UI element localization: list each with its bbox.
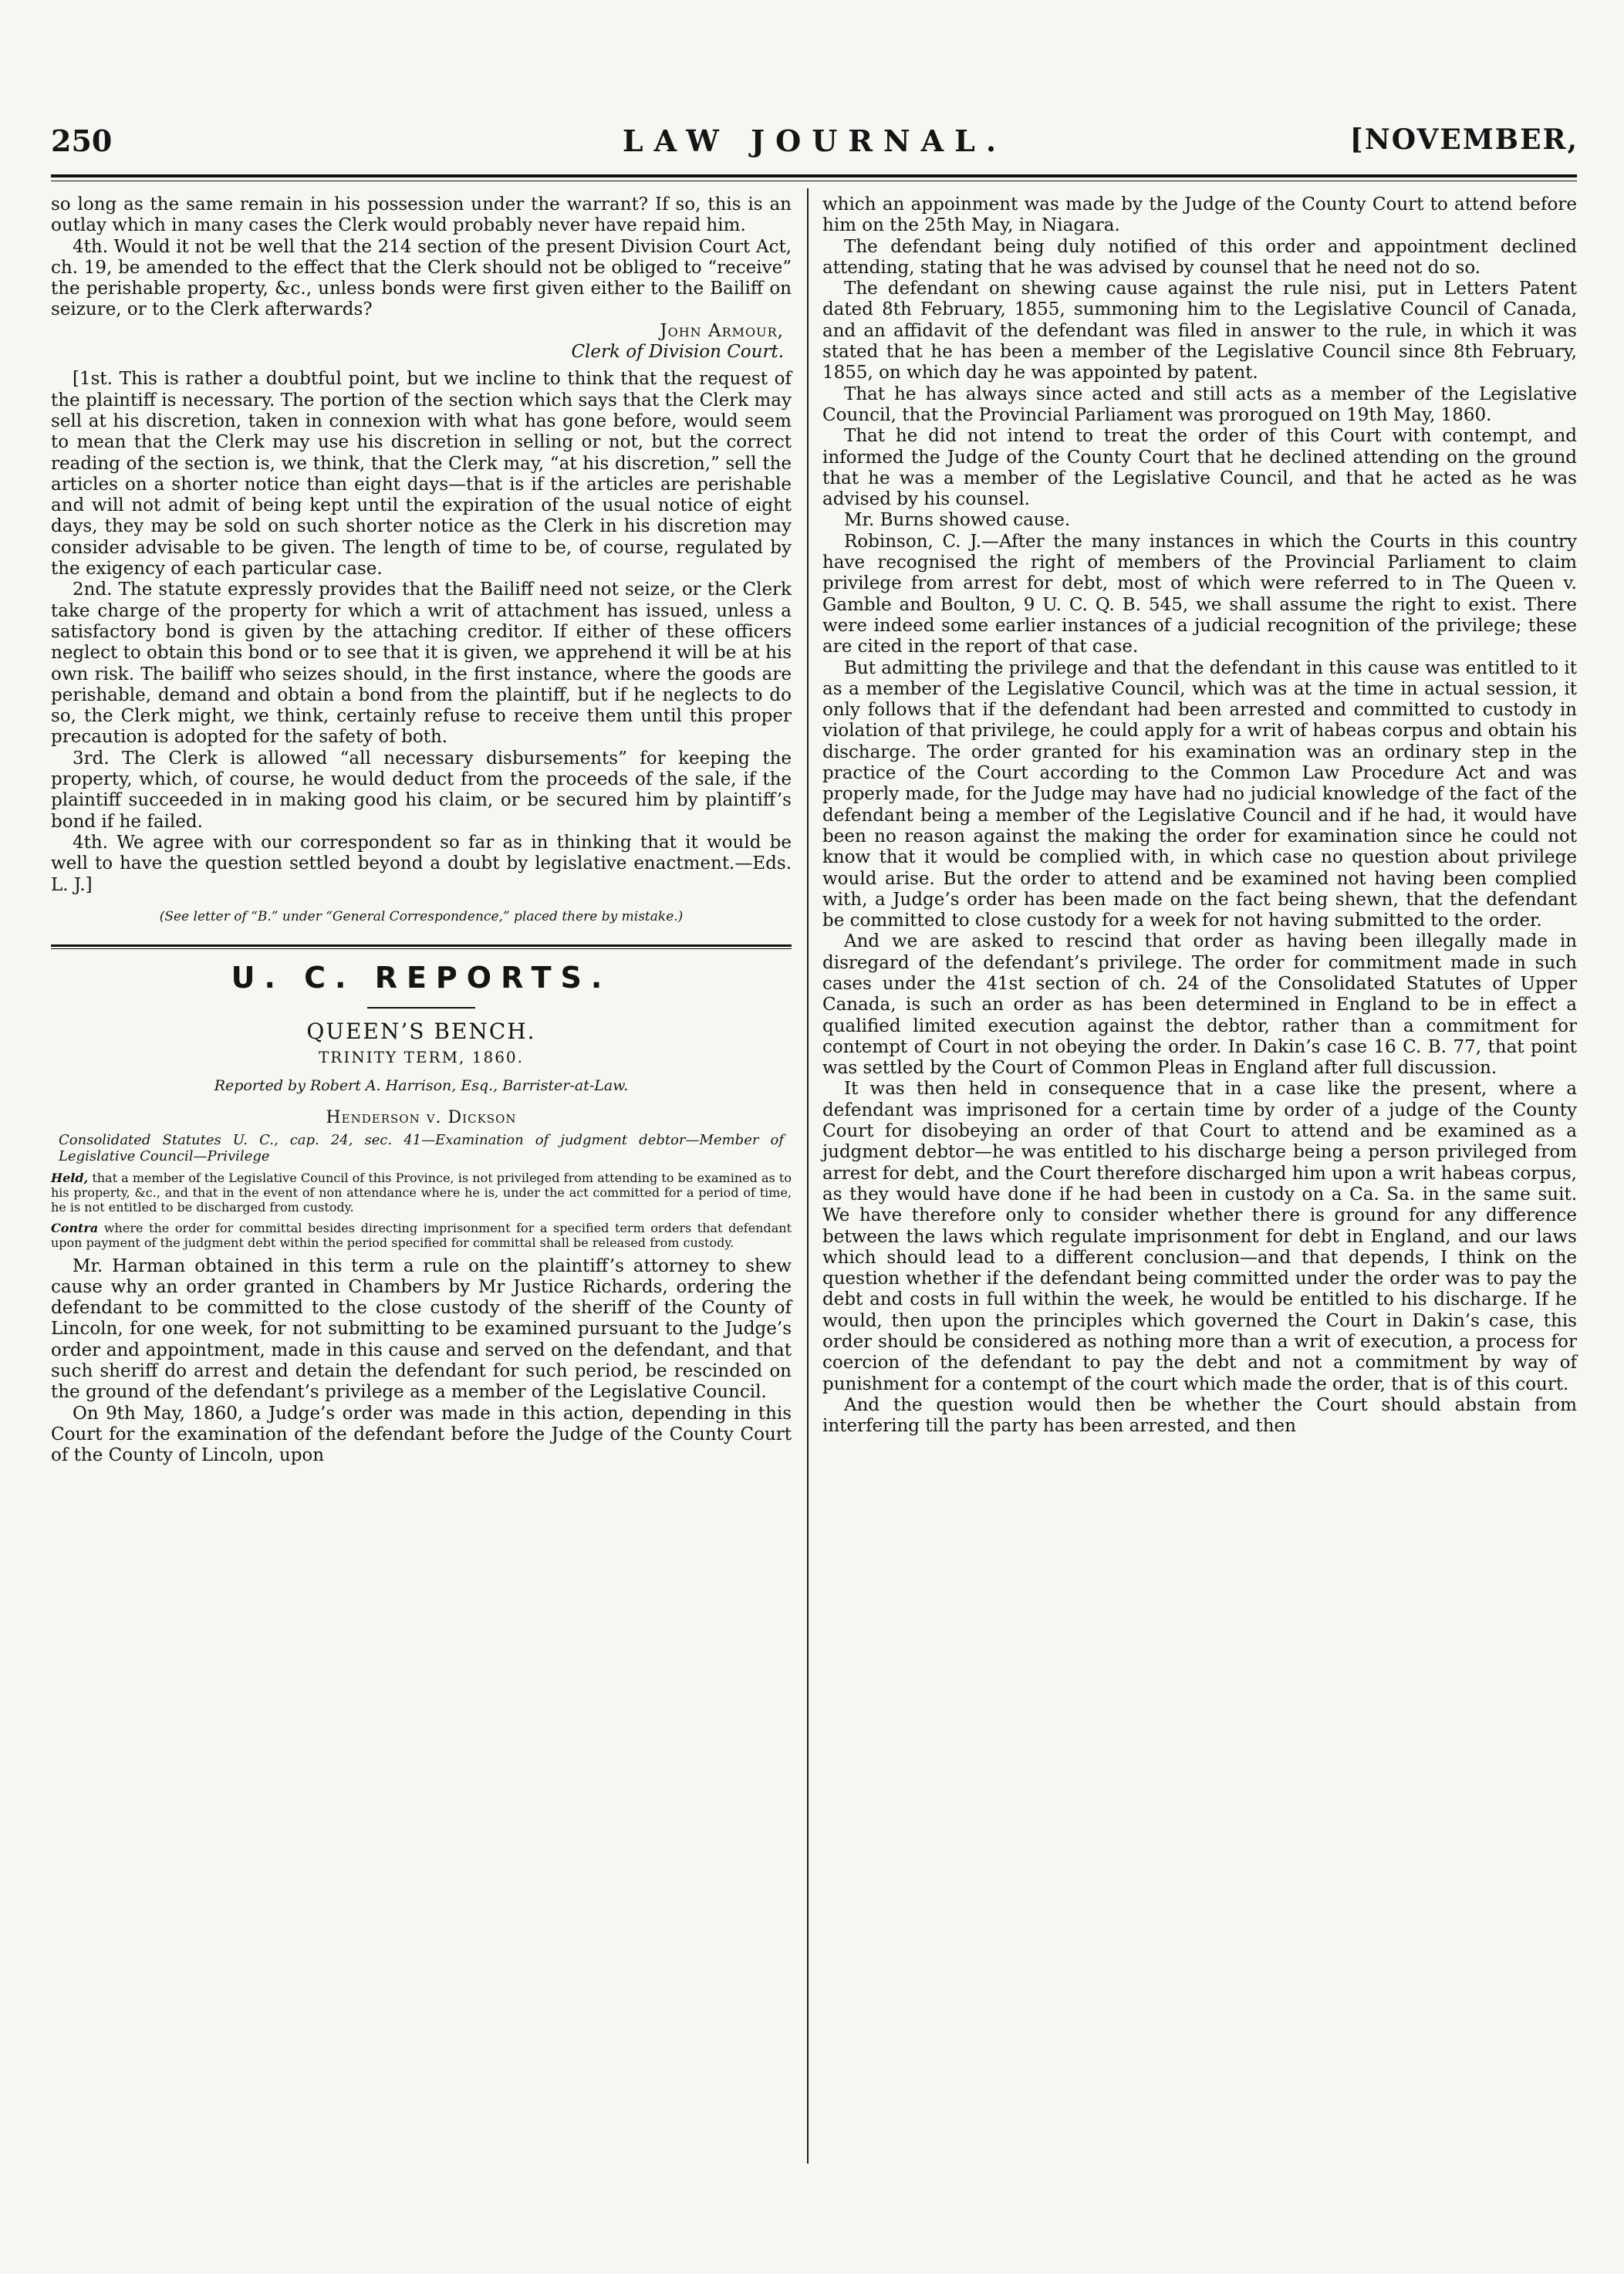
editor-reply: [1st. This is rather a doubtful point, but we incline to think that the request of the plaintiff is necessary. The portion of the section which says that the Clerk may sell at his discretion, taken in connexion with what has gone before, would seem to mean that the Clerk may use his discretion in selling or not, but the correct reading of the section is, we think, that the Clerk may, “at his discretion,” sell the articles on a shorter notice than eight days—that is if the articles are perishable and will not admit of being kept until the expiration of the usual notice of eight days, they may be sold on such shorter notice as the Clerk in his discretion may consider advisable to be given. The length of time to be, of course, regulated by the exigency of each particular case. [51, 369, 792, 579]
court-name: QUEEN’S BENCH. [306, 1019, 536, 1045]
paragraph: And we are asked to rescind that order as having been illegally made in disregard of the defendant’s privilege. The order for commitment made in such cases under the 41st section of ch. 24 of the Consolidated Statutes of Upper Canada, is such an order as has been determined in England to be in effect a qualified limited execution against the debtor, rather than a commitment for contempt of Court in not obeying the order. In Dakin’s case 16 C. B. 77, that point was settled by the Court of Common Pleas in England after full discussion. [822, 931, 1577, 1079]
section-title: U. C. REPORTS. [231, 961, 612, 995]
case-name: Henderson v. Dickson [326, 1108, 517, 1128]
short-rule [367, 1007, 475, 1009]
held-note: Held, that a member of the Legislative Council of this Province, is not privileged from attending to be examined as to his property, &c., and that in the event of non attendance where he is, under the act committed for a period of time, he is not entitled to be discharged from custody. [51, 1170, 792, 1215]
journal-title: LAW JOURNAL. [622, 123, 1008, 158]
signature-title: Clerk of Division Court. [571, 342, 784, 363]
paragraph: That he did not intend to treat the order of this Court with contempt, and informed the Judge of the County Court that he declined attending on the ground that he was a member of the Legislative Council, and that he acted as he was advised by his counsel. [822, 426, 1577, 510]
page-header [51, 123, 1578, 170]
left-column [51, 194, 792, 1467]
editor-reply: 3rd. The Clerk is allowed “all necessary disbursements” for keeping the property, which, of course, he would deduct from the proceeds of the sale, if the plaintiff succeeded in in making good his claim, or be secured him by plaintiff’s bond if he failed. [51, 748, 792, 832]
paragraph: Mr. Harman obtained in this term a rule on the plaintiff’s attorney to shew cause why an order granted in Chambers by Mr Justice Richards, ordering the defendant to be committed to the close custody of the sheriff of the County of Lincoln, for one week, for not submitting to be examined pursuant to the Judge’s order and appointment, made in this cause and served on the defendant, and that such sheriff do arrest and detain the defendant for such period, be rescinded on the ground of the defendant’s privilege as a member of the Legislative Council. [51, 1255, 792, 1403]
reporter-credit: Reported by Robert A. Harrison, Esq., Barrister-at-Law. [214, 1076, 629, 1094]
editor-reply: 4th. We agree with our correspondent so far as in thinking that it would be well to have the question settled beyond a doubt by legislative enactment.—Eds. L. J.] [51, 832, 792, 895]
paragraph: The defendant on shewing cause against the rule nisi, put in Letters Patent dated 8th February, 1855, summoning him to the Legislative Council of Canada, and an affidavit of the defendant was filed in answer to the rule, in which it was stated that he has been a member of the Legislative Council since 8th February, 1855, on which day he was appointed by patent. [822, 279, 1577, 384]
editor-reply: 2nd. The statute expressly provides that the Bailiff need not seize, or the Clerk take charge of the property for which a writ of attachment has issued, unless a satisfactory bond is given by the attaching creditor. If either of these officers neglect to obtain this bond or to see that it is given, we apprehend it will be at his own risk. The bailiff who seizes should, in the first instance, where the goods are perishable, demand and obtain a bond from the plaintiff, but if he neglects to do so, the Clerk might, we think, certainly refuse to receive them until this proper precaution is adopted for the safety of both. [51, 579, 792, 748]
paragraph: But admitting the privilege and that the defendant in this cause was entitled to it as a member of the Legislative Council, which was at the time in actual session, it only follows that if the defendant had been arrested and committed to custody in violation of that privilege, he could apply for a writ of habeas corpus and obtain his discharge. The order granted for his examination was an ordinary step in the practice of the Court according to the Common Law Procedure Act and was properly made, for the Judge may have had no judicial knowledge of the fact of the defendant being a member of the Legislative Council and if he had, it would have been no reason against the making the order for examination since he could not know that it would be complied with, in which case no question about privilege would arise. But the order to attend and be examined not having been complied with, a Judge’s order has been made on the fact being shewn, that the defendant be committed to close custody for a week for not having submitted to the order. [822, 657, 1577, 931]
case-headnote: Consolidated Statutes U. C., cap. 24, sec. 41—Examination of judgment debtor—Member of Legislative Council—Privilege [59, 1131, 784, 1164]
paragraph: Robinson, C. J.—After the many instances in which the Courts in this country have recognised the right of members of the Provincial Parliament to claim privilege from arrest for debt, most of which were referred to in The Queen v. Gamble and Boulton, 9 U. C. Q. B. 545, we shall assume the right to exist. There were indeed some earlier instances of a judicial recognition of the privilege; these are cited in the report of that case. [822, 531, 1577, 657]
signature-name: John Armour, [660, 320, 784, 341]
section-rule [51, 944, 792, 947]
page-number: 250 [51, 123, 113, 158]
column-divider [807, 188, 809, 2164]
header-rule-thick [51, 174, 1577, 177]
paragraph: so long as the same remain in his possession under the warrant? If so, this is an outlay which in many cases the Clerk would probably never have repaid him. [51, 194, 792, 236]
paragraph: On 9th May, 1860, a Judge’s order was made in this action, depending in this Court for the examination of the defendant before the Judge of the County Court of the County of Lincoln, upon [51, 1403, 792, 1466]
paragraph: And the question would then be whether the Court should abstain from interfering till the party has been arrested, and then [822, 1394, 1577, 1437]
editor-note: (See letter of “B.” under “General Correspondence,” placed there by mistake.) [159, 908, 684, 924]
section-rule-thin [51, 948, 792, 949]
issue-month: [NOVEMBER, [1349, 123, 1578, 156]
contra-note: Contra where the order for committal besides directing imprisonment for a specified term orders that defendant upon payment of the judgment debt within the period specified for committal shall be released from custody. [51, 1220, 792, 1250]
paragraph: Mr. Burns showed cause. [844, 510, 1071, 531]
paragraph: It was then held in consequence that in a case like the present, where a defendant was imprisoned for a certain time by order of a judge of the County Court for disobeying an order of that Court to attend and be examined as a judgment debtor—he was entitled to his discharge being a person privileged from arrest for debt, and the Court therefore discharged him upon a writ habeas corpus, as they would have done if he had been in custody on a Ca. Sa. in the same suit. We have therefore only to consider whether there is ground for any difference between the laws which regulate imprisonment for debt in England, and our laws which should lead to a different conclusion—and that depends, I think on the question whether if the defendant being committed under the order was to pay the debt and costs in full within the week, he would be entitled to his discharge. If he would, then upon the principles which governed the Court in Dakin’s case, this order should be considered as nothing more than a writ of execution, a process for coercion of the defendant to pay the debt and not a commitment by way of punishment for a contempt of the court which made the order, that is of this court. [822, 1079, 1577, 1394]
paragraph: The defendant being duly notified of this order and appointment declined attending, stating that he was advised by counsel that he need not do so. [822, 236, 1577, 278]
paragraph: 4th. Would it not be well that the 214 section of the present Division Court Act, ch. 19, be amended to the effect that the Clerk should not be obliged to “receive” the perishable property, &c., unless bonds were first given either to the Bailiff on seizure, or to the Clerk afterwards? [51, 236, 792, 320]
paragraph: which an appoinment was made by the Judge of the County Court to attend before him on the 25th May, in Niagara. [822, 194, 1577, 236]
term-name: TRINITY TERM, 1860. [318, 1047, 525, 1066]
paragraph: That he has always since acted and still acts as a member of the Legislative Council, that the Provincial Parliament was prorogued on 19th May, 1860. [822, 384, 1577, 425]
right-column [822, 194, 1577, 1438]
